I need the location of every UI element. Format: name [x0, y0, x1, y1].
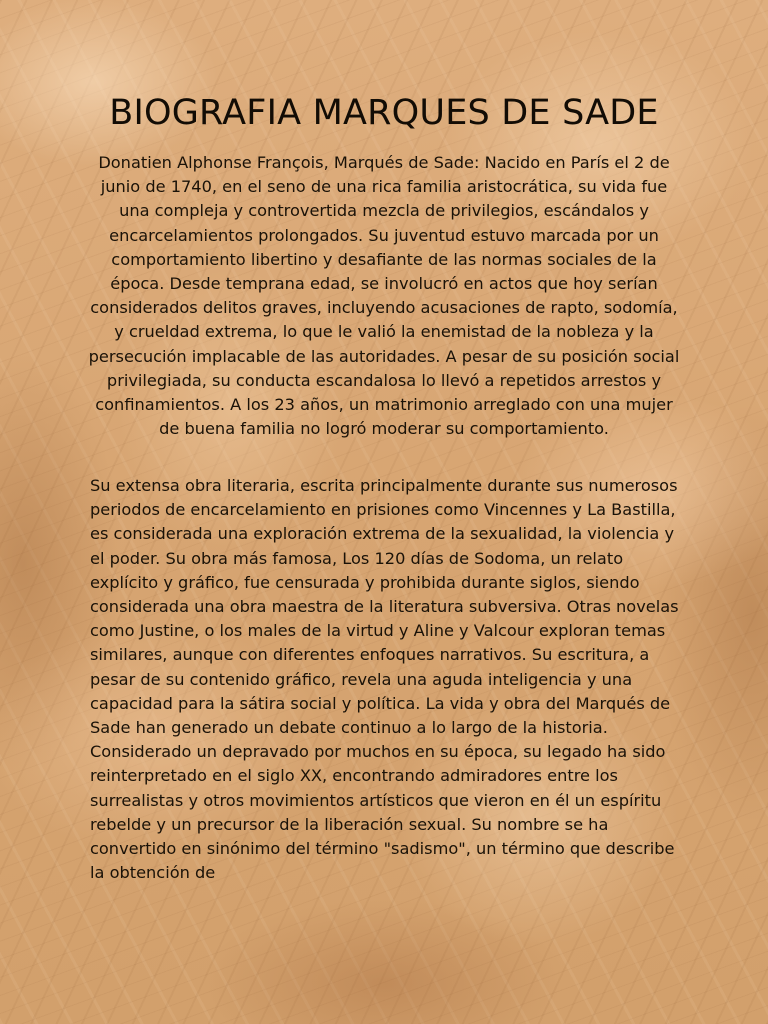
biography-paragraph-intro: Donatien Alphonse François, Marqués de Sade: Nacido en París el 2 de junio de 1740, en el seno de una rica familia aristocrática, su vida fue una compleja y controvertida mezcla de privilegios, escándalos y encarcelamientos prolongados. Su juventud estuvo marcada por un comportamiento libertino y desafiante de las normas sociales de la época. Desde temprana edad, se involucró en actos que hoy serían considerados delitos graves, incluyendo acusaciones de rapto, sodomía, y crueldad extrema, lo que le valió la enemistad de la nobleza y la persecución implacable de las autoridades. A pesar de su posición social privilegiada, su conducta escandalosa lo llevó a repetidos arrestos y confinamientos. A los 23 años, un matrimonio arreglado con una mujer de buena familia no logró moderar su comportamiento.: [88, 153, 680, 439]
page-title: BIOGRAFIA MARQUES DE SADE: [109, 93, 659, 133]
biography-paragraph-works: Su extensa obra literaria, escrita principalmente durante sus numerosos periodos de encarcelamiento en prisiones como Vincennes y La Bastilla, es considerada una exploración extrema de la sexualidad, la violencia y el poder. Su obra más famosa, Los 120 días de Sodoma, un relato explícito y gráfico, fue censurada y prohibida durante siglos, siendo considerada una obra maestra de la literatura subversiva. Otras novelas como Justine, o los males de la virtud y Aline y Valcour exploran temas similares, aunque con diferentes enfoques narrativos. Su escritura, a pesar de su contenido gráfico, revela una aguda inteligencia y una capacidad para la sátira social y política. La vida y obra del Marqués de Sade han generado un debate continuo a lo largo de la historia. Considerado un depravado por muchos en su época, su legado ha sido reinterpretado en el siglo XX, encontrando admiradores entre los surrealistas y otros movimientos artísticos que vieron en él un espíritu rebelde y un precursor de la liberación sexual. Su nombre se ha convertido en sinónimo del término "sadismo", un término que describe la obtención de: [90, 476, 679, 883]
